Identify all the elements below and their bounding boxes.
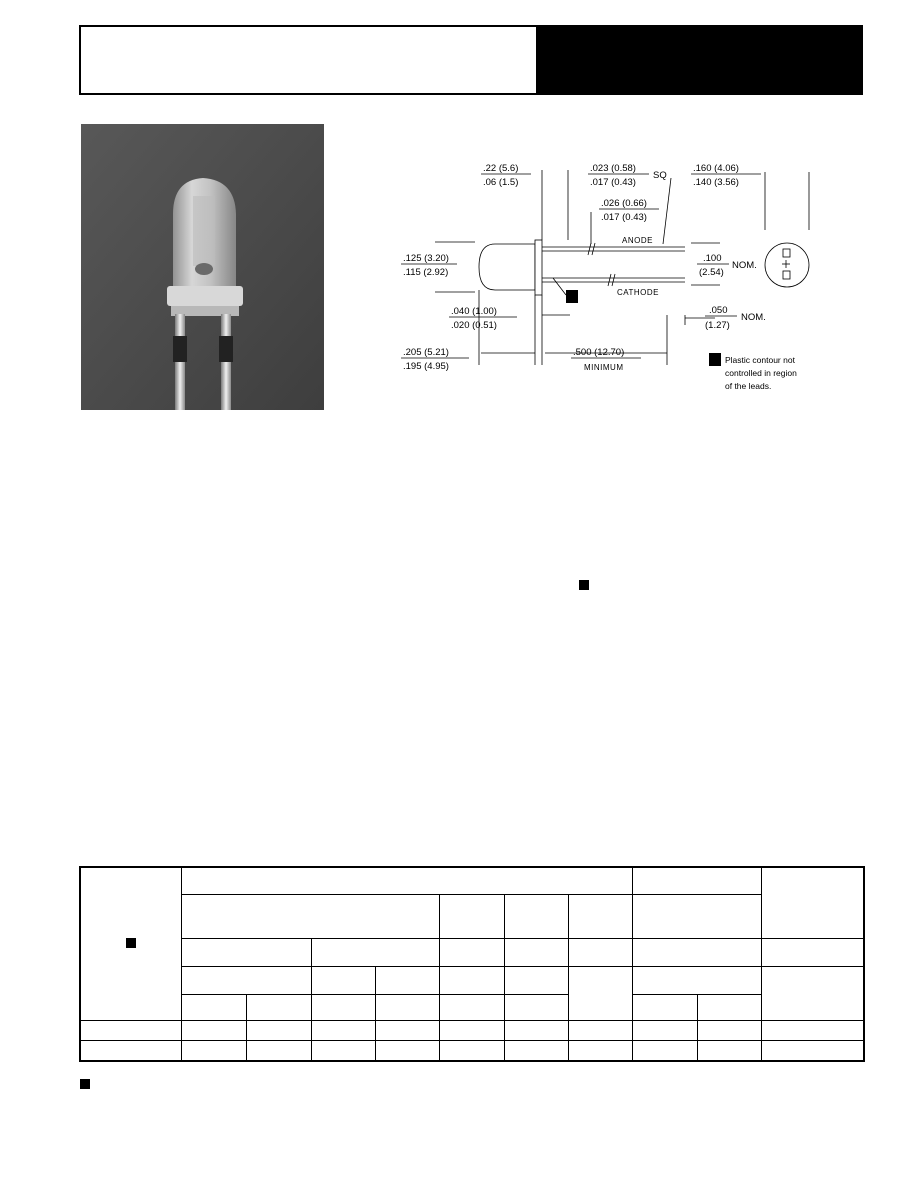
dim-lead-thk-bottom-label: .017 (0.43): [601, 212, 647, 223]
note-line-2: controlled in region: [725, 368, 797, 378]
table-group-header-1: [181, 867, 633, 894]
table-cell: [762, 1041, 864, 1061]
table-cell: [375, 1021, 439, 1041]
table-subheader-1: [181, 894, 439, 938]
table-row: [80, 1041, 864, 1061]
table-unit-header-7: [633, 994, 698, 1020]
minimum-label: MINIMUM: [584, 363, 624, 372]
note-marker-legend-number: 1: [712, 355, 718, 365]
dim-flange-top-label: .040 (1.00): [451, 306, 497, 317]
table-param-header-1: [181, 939, 311, 966]
dim-pitch-label: .050: [709, 305, 728, 316]
led-flange: [535, 240, 542, 295]
table-group-header-3: [762, 867, 864, 939]
table-unit-header-1: [181, 994, 246, 1020]
dim-lead-length-label: .500 (12.70): [573, 347, 625, 358]
table-unit-header-2: [246, 994, 311, 1020]
table-cell: [246, 1021, 311, 1041]
outline-drawing: [395, 150, 865, 410]
table-cond-header-1: [181, 966, 311, 994]
sq-label: SQ: [653, 170, 667, 181]
anode-label: ANODE: [622, 236, 653, 245]
dim-lead-thk-top-label: .026 (0.66): [601, 198, 647, 209]
table-param-header-5: [569, 939, 633, 966]
note-line-1: Plastic contour not: [725, 355, 795, 365]
table-cell: [439, 1041, 504, 1061]
table-param-header-4: [505, 939, 569, 966]
table-cell: [439, 1021, 504, 1041]
table-subheader-5: [633, 894, 762, 938]
dim-height-top-label: .205 (5.21): [403, 347, 449, 358]
table-subheader-3: [505, 894, 569, 938]
table-group-header-2: [633, 867, 762, 894]
table-subheader-4: [569, 894, 633, 938]
dim-lead-sq-top-label: .023 (0.58): [590, 163, 636, 174]
table-row: [80, 1021, 864, 1041]
dim-spacing-label: .100: [703, 253, 722, 264]
table-cond-header-8: [762, 966, 864, 1021]
table-unit-header-5: [439, 994, 504, 1020]
nom-label-pitch: NOM.: [741, 312, 766, 323]
dim-lead-bottom-label: .06 (1.5): [483, 177, 519, 188]
table-cell: [698, 1041, 762, 1061]
table-header-marker: [126, 938, 136, 948]
table-cond-header-5: [505, 966, 569, 994]
dim-spacing-mm-label: (2.54): [699, 267, 724, 278]
table-cell: [246, 1041, 311, 1061]
table-cell: [762, 1021, 864, 1041]
section-marker: [579, 580, 589, 590]
table-cell: [569, 1021, 633, 1041]
table-cell: [633, 1021, 698, 1041]
dim-flange-bottom-label: .020 (0.51): [451, 320, 497, 331]
note-marker-drawing-number: 1: [569, 292, 575, 302]
footnote-marker: [80, 1079, 90, 1089]
table-unit-header-3: [311, 994, 375, 1020]
table-cond-header-4: [439, 966, 504, 994]
title-header: [79, 25, 863, 95]
note-line-3: of the leads.: [725, 381, 772, 391]
table-cond-header-2: [311, 966, 375, 994]
table-cell: [569, 1041, 633, 1061]
title-header-black-panel: [536, 27, 861, 93]
dim-lead-sq-bottom-label: .017 (0.43): [590, 177, 636, 188]
table-param-header-7: [762, 939, 864, 966]
table-cell: [375, 1041, 439, 1061]
specifications-table: [79, 866, 865, 1062]
table-unit-header-4: [375, 994, 439, 1020]
table-subheader-2: [439, 894, 504, 938]
nom-label-spacing: NOM.: [732, 260, 757, 271]
dim-lead-top-label: .22 (5.6): [483, 163, 519, 174]
dim-body-top-label: .125 (3.20): [403, 253, 449, 264]
table-param-header-6: [633, 939, 762, 966]
dim-pitch-mm-label: (1.27): [705, 320, 730, 331]
table-part-header: [80, 867, 181, 1021]
dim-body-bottom-label: .115 (2.92): [403, 267, 449, 278]
table-cell: [505, 1041, 569, 1061]
table-cond-header-7: [633, 966, 762, 994]
table-cell: [311, 1021, 375, 1041]
table-cell: [181, 1021, 246, 1041]
table-cond-header-3: [375, 966, 439, 994]
table-cell: [181, 1041, 246, 1061]
table-param-header-2: [311, 939, 439, 966]
led-product-photo: [81, 124, 324, 410]
table-unit-header-8: [698, 994, 762, 1020]
table-cell: [311, 1041, 375, 1061]
cathode-label: CATHODE: [617, 288, 660, 297]
led-body-outline: [479, 244, 535, 290]
table-cell: [505, 1021, 569, 1041]
table-cell: [80, 1041, 181, 1061]
table-cond-header-6: [569, 966, 633, 1021]
table-cell: [698, 1021, 762, 1041]
dim-height-bottom-label: .195 (4.95): [403, 361, 449, 372]
table-param-header-3: [439, 939, 504, 966]
table-cell: [80, 1021, 181, 1041]
table-cell: [633, 1041, 698, 1061]
table-unit-header-6: [505, 994, 569, 1020]
dim-dia-top-label: .160 (4.06): [693, 163, 739, 174]
dim-dia-bottom-label: .140 (3.56): [693, 177, 739, 188]
